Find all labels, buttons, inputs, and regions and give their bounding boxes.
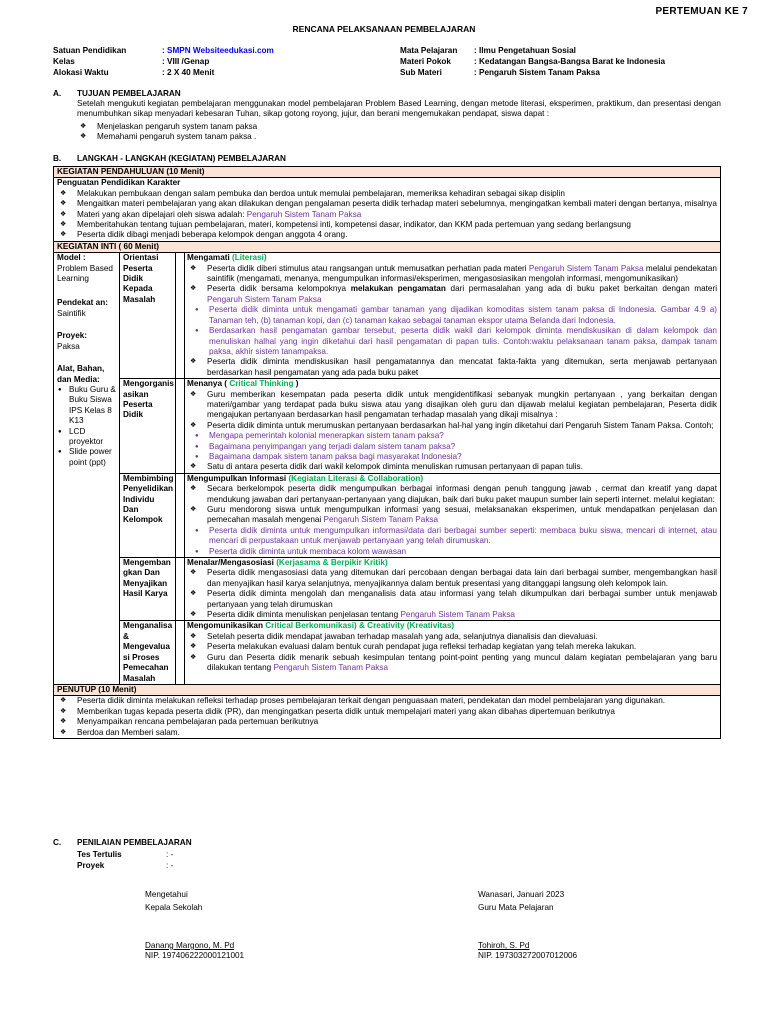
list-item: ❖ Satu di antara peserta didik dari wakil kelompok diminta menuliskan rumusan pertanyaan di papan tulis.: [187, 462, 717, 472]
meta-label: Kelas: [53, 57, 75, 66]
meeting-number: PERTEMUAN KE 7: [655, 6, 748, 17]
meta-value: : Kedatangan Bangsa-Bangsa Barat ke Indonesia: [474, 57, 666, 66]
meta-label: Materi Pokok: [400, 57, 451, 66]
signature-right: Wanasari, Januari 2023 Guru Mata Pelajaran Tohiroh, S. Pd NIP. 197303272007012006: [478, 890, 578, 961]
list-item: ❖ Setelah peserta didik mendapat jawaban terhadap masalah yang ada, selanjutnya dianalisis dan dievaluasi.: [187, 632, 717, 642]
meta-value: : SMPN Websiteedukasi.com: [162, 46, 274, 55]
signer-name: Danang Margono, M. Pd: [145, 940, 235, 950]
list-item: ❖ Guru mendorong siswa untuk mengumpulkan informasi yang sesuai, melaksanakan eksperimen, untuk mendapatkan penjelasan dan pemecahan masalah mengenai Pengaruh Sistem Tanam Paksa: [187, 505, 717, 526]
list-item: ● Peserta didik diminta untuk mengumpulkan informasi/data dari berbagai sumber seperti: membaca buku siswa, mencari di internet, atau mencari di perpustakaan untuk menjawab pertanyaan yang telah dirumuskan.: [187, 526, 717, 547]
meta-label: Satuan Pendidikan: [53, 46, 127, 55]
list-item: ❖ Menyampaikan rencana pembelajaran pada pertemuan berikutnya: [57, 717, 717, 727]
list-item: ❖ Berdoa dan Memberi salam.: [57, 728, 717, 738]
list-item: ❖ Peserta didik dibagi menjadi beberapa kelompok dengan anggota 4 orang.: [57, 230, 717, 240]
list-item: ● Peserta didik diminta untuk mengamati gambar tanaman yang dijadikan komoditas sistem tanam paksa di Indonesia. Gambar 4.9 a) Tanaman teh, (b) tanaman kopi, dan (c) tanaman kakao sebagai tanaman ekspor utama Belanda dari Indonesia.: [187, 305, 717, 326]
assessment-label: Tes Tertulis: [77, 850, 122, 859]
step-mengumpulkan: Mengumpulkan Informasi (Kegiatan Literasi & Collaboration) ❖ Secara berkelompok peserta didik mengumpulkan berbagai informasi dengan penuh tanggung jawab , cermat dan kreatif yang dapat mendukung jawaban dari pertanyaan-pertanyaan yang diajukan, baik dari buku paket maupun sumber lain seperti internet. melalui kegiatan: ❖ Guru mendorong siswa untuk mengumpulkan informasi yang sesuai, melaksanakan eksperimen, untuk mendapatkan penjelasan dan pemecahan masalah mengenai Pengaruh Sistem Tanam Paksa ● Peserta didik diminta untuk mengumpulkan informasi/data dari berbagai sumber seperti: membaca buku siswa, mencari di internet, atau mencari di perpustakaan untuk menjawab pertanyaan yang telah dirumuskan. ● Peserta didik diminta untuk membaca kolom wawasan: [185, 473, 721, 557]
list-item: ❖ Peserta didik diberi stimulus atau rangsangan untuk memusatkan perhatian pada materi Pengaruh Sistem Tanam Paksa melalui pendekatan saintifik (mengamati, menanya, mengumpulkan informasi/eksperimen, mengasosiasikan mengolah informasi, mengomunikasikan): [187, 264, 717, 285]
activities-table: [53, 166, 721, 739]
list-item: ❖ Peserta didik mengasosiasi data yang ditemukan dari percobaan dengan berbagai data lain dari berbagai sumber, mengembangkan hasil dan menyajikan hasil karya selanjutnya, menyajikannya dalam bentuk presentasi yang ditanggapi langsung oleh kelompok lain.: [187, 568, 717, 589]
list-item: ❖ Peserta didik diminta menuliskan penjelasan tentang Pengaruh Sistem Tanam Paksa: [187, 610, 717, 620]
list-item: ● Mengapa pemerintah kolonial menerapkan sistem tanam paksa?: [187, 431, 717, 441]
list-item: ❖ Mengaitkan materi pembelajaran yang akan dilakukan dengan pengalaman peserta didik terhadap materi sebelumnya, mengingatkan kembali materi dengan bertanya, misalnya: [57, 199, 717, 209]
meta-value: : VIII /Genap: [162, 57, 210, 66]
signer-nip: NIP. 197406222000121001: [145, 951, 245, 961]
signature-left: Mengetahui Kepala Sekolah Danang Margono, M. Pd NIP. 197406222000121001: [145, 890, 245, 961]
signer-nip: NIP. 197303272007012006: [478, 951, 578, 961]
list-item: ❖ Melakukan pembukaan dengan salam pembuka dan berdoa untuk memulai pembelajaran, memeriksa kehadiran sebagai sikap disiplin: [57, 189, 717, 199]
pendahuluan-bar: KEGIATAN PENDAHULUAN (10 Menit): [54, 167, 721, 178]
list-item: ❖ Materi yang akan dipelajari oleh siswa adalah: Pengaruh Sistem Tanam Paksa: [57, 210, 717, 220]
page-title: RENCANA PELAKSANAAN PEMBELAJARAN: [292, 24, 476, 34]
list-item: ❖ Peserta didik diminta melakukan refleksi terhadap proses pembelajaran terkait dengan penguasaan materi, pendekatan dan model pembelajaran yang digunakan.: [57, 696, 717, 706]
list-item: ● Berdasarkan hasil pengamatan gambar tersebut, peserta didik wakil dari kelompok diminta mendiskusikan di dalam kelompok dan menuliskan halhal yang ingin diketahui dari hasil pengamatan di papan tulis. Contoh:waktu pelaksanaan tanam paksa, dampak tanam paksa, akhir sistem tanampaksa.: [187, 326, 717, 357]
list-item: ❖ Secara berkelompok peserta didik mengumpulkan berbagai informasi dengan penuh tanggung jawab , cermat dan kreatif yang dapat mendukung jawaban dari pertanyaan-pertanyaan yang diajukan, baik dari buku paket maupun sumber lain seperti internet. melalui kegiatan:: [187, 484, 717, 505]
meta-value: : Ilmu Pengetahuan Sosial: [474, 46, 576, 55]
phase-label: Mengemban gkan Dan Menyajikan Hasil Karya: [120, 558, 176, 621]
section-a-list: [77, 122, 717, 143]
media-list: [57, 385, 116, 468]
model-cell: Model : Problem Based Learning Pendekat an: Saintifik Proyek: Paksa Alat, Bahan, dan Media: ● Buku Guru & Buku Siswa IPS Kelas 8 K13 ● LCD proyektor ● Slide power point (ppt): [54, 253, 120, 685]
signer-name: Tohiroh, S. Pd: [478, 940, 530, 950]
meta-value: : Pengaruh Sistem Tanam Paksa: [474, 68, 600, 77]
assessment-label: Proyek: [77, 861, 105, 870]
meta-label: Alokasi Waktu: [53, 68, 109, 77]
phase-label: Mengorganis asikan Peserta Didik: [120, 379, 176, 474]
section-a-text: Setelah mengukuti kegiatan pembelajaran menggunakan model pembelajaran Problem Based Learning, dengan metode literasi, eksperimen, praktikum, dan presentasi dengan menumbuhkan sikap menyadari kebesaran Tuhan, sikap gotong royong, jujur, dan berani mengemukakan pendapat, siswa dapat :: [77, 99, 721, 119]
assessment-value: : -: [166, 850, 174, 859]
pendahuluan-list: [57, 189, 717, 241]
list-item: ❖ Memberitahukan tentang tujuan pembelajaran, materi, kompetensi inti, kompetensi dasar, indikator, dan KKM pada pertemuan yang sedang berlangsung: [57, 220, 717, 230]
list-item: ❖ Guru dan Peserta didik menarik sebuah kesimpulan tentang point-point penting yang muncul dalam kegiatan pembelajaran yang baru dilakukan tentang Pengaruh Sistem Tanam Paksa: [187, 653, 717, 674]
inti-bar: KEGIATAN INTI ( 60 Menit): [54, 241, 721, 252]
meta-label: Sub Materi: [400, 68, 442, 77]
list-item: ● Bagaimana dampak sistem tanam paksa bagi masyarakat Indonesia?: [187, 452, 717, 462]
meta-value: : 2 X 40 Menit: [162, 68, 215, 77]
list-item: ❖ Memahami pengaruh system tanam paksa .: [77, 132, 717, 142]
section-c-heading: C. PENILAIAN PEMBELAJARAN: [53, 838, 192, 847]
list-item: ❖ Peserta didik bersama kelompoknya melakukan pengamatan dari permasalahan yang ada di buku paket berkaitan dengan materi Pengaruh Sistem Tanam Paksa: [187, 284, 717, 305]
list-item: ❖ Peserta melakukan evaluasi dalam bentuk curah pendapat juga refleksi terhadap kegiatan yang telah mereka lakukan.: [187, 642, 717, 652]
phase-label: Membimbing Penyelidikan Individu Dan Kelompok: [120, 473, 176, 557]
list-item: ● LCD proyektor: [57, 427, 116, 448]
list-item: ● Buku Guru & Buku Siswa IPS Kelas 8 K13: [57, 385, 116, 427]
pendahuluan-content: [54, 178, 721, 241]
step-mengomunikasikan: Mengomunikasikan Critical Berkomunikasi) & Creativity (Kreativitas) ❖ Setelah peserta didik mendapat jawaban terhadap masalah yang ada, selanjutnya dianalisis dan dievaluasi. ❖ Peserta melakukan evaluasi dalam bentuk curah pendapat juga refleksi terhadap kegiatan yang telah mereka lakukan. ❖ Guru dan Peserta didik menarik sebuah kesimpulan tentang point-point penting yang muncul dalam kegiatan pembelajaran yang baru dilakukan tentang Pengaruh Sistem Tanam Paksa: [185, 621, 721, 684]
section-a-heading: A. TUJUAN PEMBELAJARAN: [53, 89, 181, 98]
list-item: ● Slide power point (ppt): [57, 447, 116, 468]
pendahuluan-subtitle: Penguatan Pendidikan Karakter: [57, 178, 181, 188]
meta-label: Mata Pelajaran: [400, 46, 458, 55]
list-item: ● Bagaimana penyimpangan yang terjadi dalam sistem tanam paksa?: [187, 442, 717, 452]
list-item: ❖ Peserta didik diminta mengolah dan menganalisis data atau informasi yang telah dikumpulkan dari berbagai sumber untuk menjawab pertanyaan yang telah dirumuskan: [187, 589, 717, 610]
list-item: ❖ Menjelaskan pengaruh system tanam paksa: [77, 122, 717, 132]
list-item: ❖ Peserta didik diminta mendiskusikan hasil pengamatannya dan mencatat fakta-fakta yang ditemukan, serta menjawab pertanyaan berdasarkan hasil pengamatan yang ada pada buku paket: [187, 357, 717, 378]
list-item: ❖ Guru memberikan kesempatan pada peserta didik untuk mengidentifikasi sebanyak mungkin pertanyaan , yang berkaitan dengan materi/gambar yang terdapat pada buku siswa atau yang disajikan oleh guru dan dijawab melalui kegiatan pembelajaran, Peserta didik mengajukan pertanyaan berdasarkan hasil pengamatan terhadap masalah yang dikaji misalnya :: [187, 390, 717, 421]
list-item: ❖ Peserta didik diminta untuk merumuskan pertanyaan berdasarkan hal-hal yang ingin diketahui dari Pengaruh Sistem Tanam Paksa. Contoh;: [187, 421, 717, 431]
list-item: ● Peserta didik diminta untuk membaca kolom wawasan: [187, 547, 717, 557]
assessment-value: : -: [166, 861, 174, 870]
step-menalar: Menalar/Mengasosiasi (Kerjasama & Berpikir Kritik) ❖ Peserta didik mengasosiasi data yang ditemukan dari percobaan dengan berbagai data lain dari berbagai sumber, mengembangkan hasil dan menyajikan hasil karya selanjutnya, menyajikannya dalam bentuk presentasi yang ditanggapi langsung oleh kelompok lain. ❖ Peserta didik diminta mengolah dan menganalisis data atau informasi yang telah dikumpulkan dari berbagai sumber untuk menjawab pertanyaan yang telah dirumuskan ❖ Peserta didik diminta menuliskan penjelasan tentang Pengaruh Sistem Tanam Paksa: [185, 558, 721, 621]
section-b-heading: B. LANGKAH - LANGKAH (KEGIATAN) PEMBELAJARAN: [53, 154, 286, 163]
step-mengamati: Mengamati (Literasi) ❖ Peserta didik diberi stimulus atau rangsangan untuk memusatkan perhatian pada materi Pengaruh Sistem Tanam Paksa melalui pendekatan saintifik (mengamati, menanya, mengumpulkan informasi/eksperimen, mengasosiasikan mengolah informasi, mengomunikasikan) ❖ Peserta didik bersama kelompoknya melakukan pengamatan dari permasalahan yang ada di buku paket berkaitan dengan materi Pengaruh Sistem Tanam Paksa ● Peserta didik diminta untuk mengamati gambar tanaman yang dijadikan komoditas sistem tanam paksa di Indonesia. Gambar 4.9 a) Tanaman teh, (b) tanaman kopi, dan (c) tanaman kakao sebagai tanaman ekspor utama Belanda dari Indonesia. ● Berdasarkan hasil pengamatan gambar tersebut, peserta didik wakil dari kelompok diminta mendiskusikan di dalam kelompok dan menuliskan halhal yang ingin diketahui dari hasil pengamatan di papan tulis. Contoh:waktu pelaksanaan tanam paksa, dampak tanam paksa, akhir sistem tanampaksa. ❖ Peserta didik diminta mendiskusikan hasil pengamatannya dan mencatat fakta-fakta yang ditemukan, serta menjawab pertanyaan berdasarkan hasil pengamatan yang ada pada buku paket: [185, 253, 721, 379]
phase-label: Orientasi Peserta Didik Kepada Masalah: [120, 253, 176, 379]
penutup-bar: PENUTUP (10 Menit): [54, 684, 721, 695]
penutup-content: [54, 696, 721, 739]
list-item: ❖ Memberikan tugas kepada peserta didik (PR), dan mengingatkan peserta didik untuk mempelajari materi yang akan dibahas dipertemuan berikutnya: [57, 707, 717, 717]
step-menanya: Menanya ( Critical Thinking ) ❖ Guru memberikan kesempatan pada peserta didik untuk mengidentifikasi sebanyak mungkin pertanyaan , yang berkaitan dengan materi/gambar yang terdapat pada buku siswa atau yang disajikan oleh guru dan dijawab melalui kegiatan pembelajaran, Peserta didik mengajukan pertanyaan berdasarkan hasil pengamatan terhadap masalah yang dikaji misalnya : ❖ Peserta didik diminta untuk merumuskan pertanyaan berdasarkan hal-hal yang ingin diketahui dari Pengaruh Sistem Tanam Paksa. Contoh; ● Mengapa pemerintah kolonial menerapkan sistem tanam paksa? ● Bagaimana penyimpangan yang terjadi dalam sistem tanam paksa? ● Bagaimana dampak sistem tanam paksa bagi masyarakat Indonesia? ❖ Satu di antara peserta didik dari wakil kelompok diminta menuliskan rumusan pertanyaan di papan tulis.: [185, 379, 721, 474]
phase-label: Menganalisa & Mengevalua si Proses Pemecahan Masalah: [120, 621, 176, 684]
